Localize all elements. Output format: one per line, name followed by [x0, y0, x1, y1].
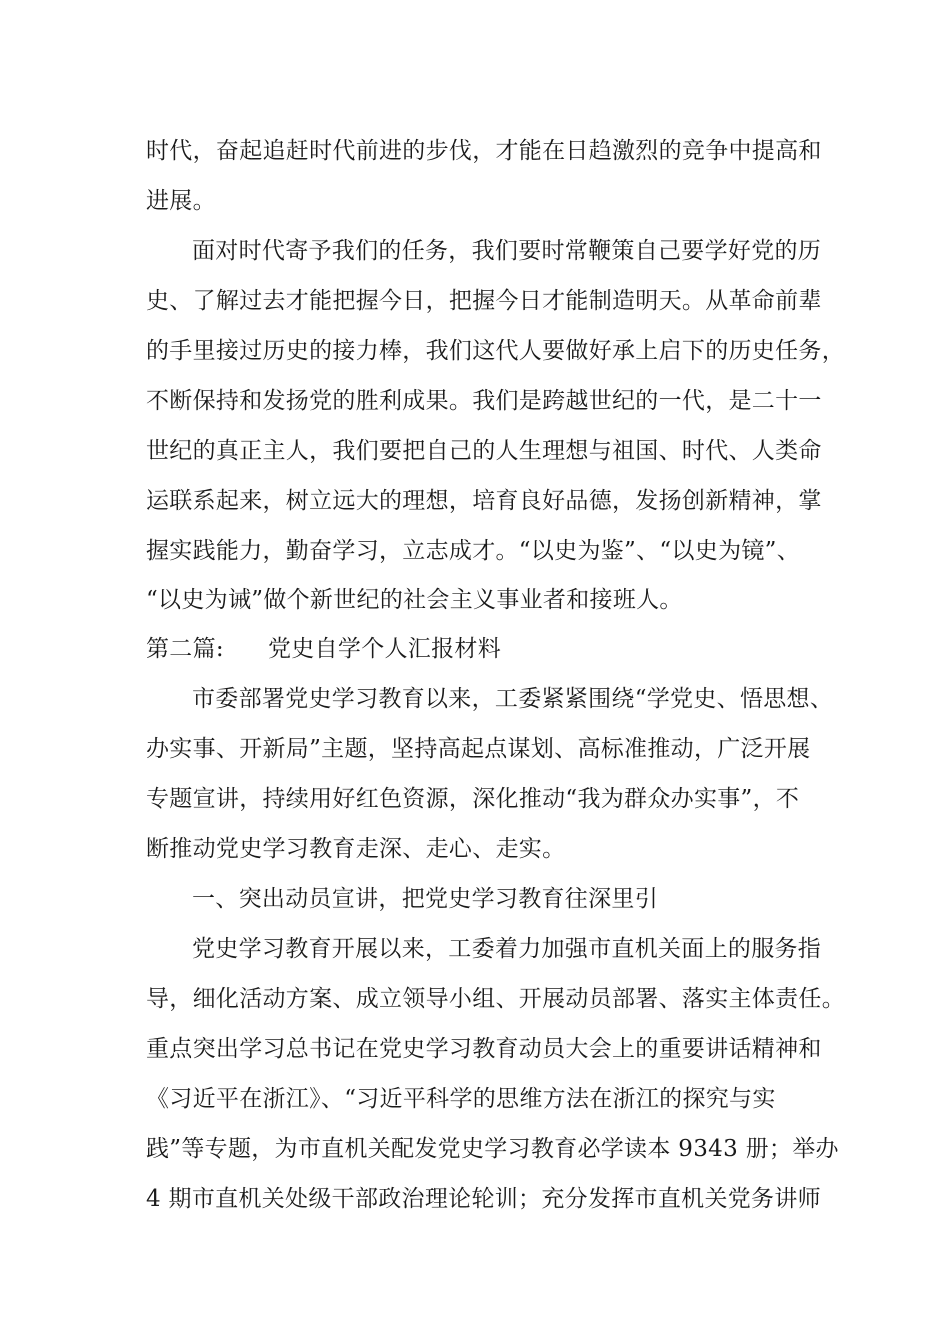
- body-text-line: 进展。: [146, 188, 216, 214]
- body-text-line: 市委部署党史学习教育以来，工委紧紧围绕“学党史、悟思想、: [192, 686, 834, 712]
- body-text-line: 断推动党史学习教育走深、走心、走实。: [146, 836, 566, 862]
- body-text-line: 党史学习教育开展以来，工委着力加强市直机关面上的服务指: [192, 936, 822, 962]
- body-text-line: 重点突出学习总书记在党史学习教育动员大会上的重要讲话精神和: [146, 1036, 822, 1062]
- subsection-heading: 一、突出动员宣讲，把党史学习教育往深里引: [192, 886, 658, 912]
- body-text-line: 《习近平在浙江》、“习近平科学的思维方法在浙江的探究与实: [146, 1086, 776, 1112]
- body-text-line: 握实践能力，勤奋学习，立志成才。“以史为鉴”、“以史为镜”、: [146, 538, 801, 564]
- body-text-line: 导，细化活动方案、成立领导小组、开展动员部署、落实主体责任。: [146, 986, 845, 1012]
- body-text-line: 践”等专题，为市直机关配发党史学习教育必学读本 9343 册；举办: [146, 1136, 839, 1162]
- body-text-line: 办实事、开新局”主题，坚持高起点谋划、高标准推动，广泛开展: [146, 736, 811, 762]
- body-text-line: 4 期市直机关处级干部政治理论轮训；充分发挥市直机关党务讲师: [146, 1186, 821, 1212]
- body-text-line: 专题宣讲，持续用好红色资源，深化推动“我为群众办实事”，不: [146, 786, 800, 812]
- body-text-line: “以史为诫”做个新世纪的社会主义事业者和接班人。: [146, 587, 683, 613]
- body-text-line: 面对时代寄予我们的任务，我们要时常鞭策自己要学好党的历: [192, 238, 822, 264]
- body-text-line: 时代，奋起追赶时代前进的步伐，才能在日趋激烈的竞争中提高和: [146, 138, 822, 164]
- body-text-line: 史、了解过去才能把握今日，把握今日才能制造明天。从革命前辈: [146, 288, 822, 314]
- body-text-line: 运联系起来，树立远大的理想，培育良好品德，发扬创新精神，掌: [146, 488, 822, 514]
- section-heading-title: 党史自学个人汇报材料: [268, 636, 501, 662]
- body-text-line: 的手里接过历史的接力棒，我们这代人要做好承上启下的历史任务，: [146, 338, 845, 364]
- body-text-line: 不断保持和发扬党的胜利成果。我们是跨越世纪的一代，是二十一: [146, 388, 822, 414]
- body-text-line: 世纪的真正主人，我们要把自己的人生理想与祖国、时代、人类命: [146, 438, 822, 464]
- section-heading: [146, 629, 826, 669]
- section-heading-label: 第二篇:: [146, 636, 224, 662]
